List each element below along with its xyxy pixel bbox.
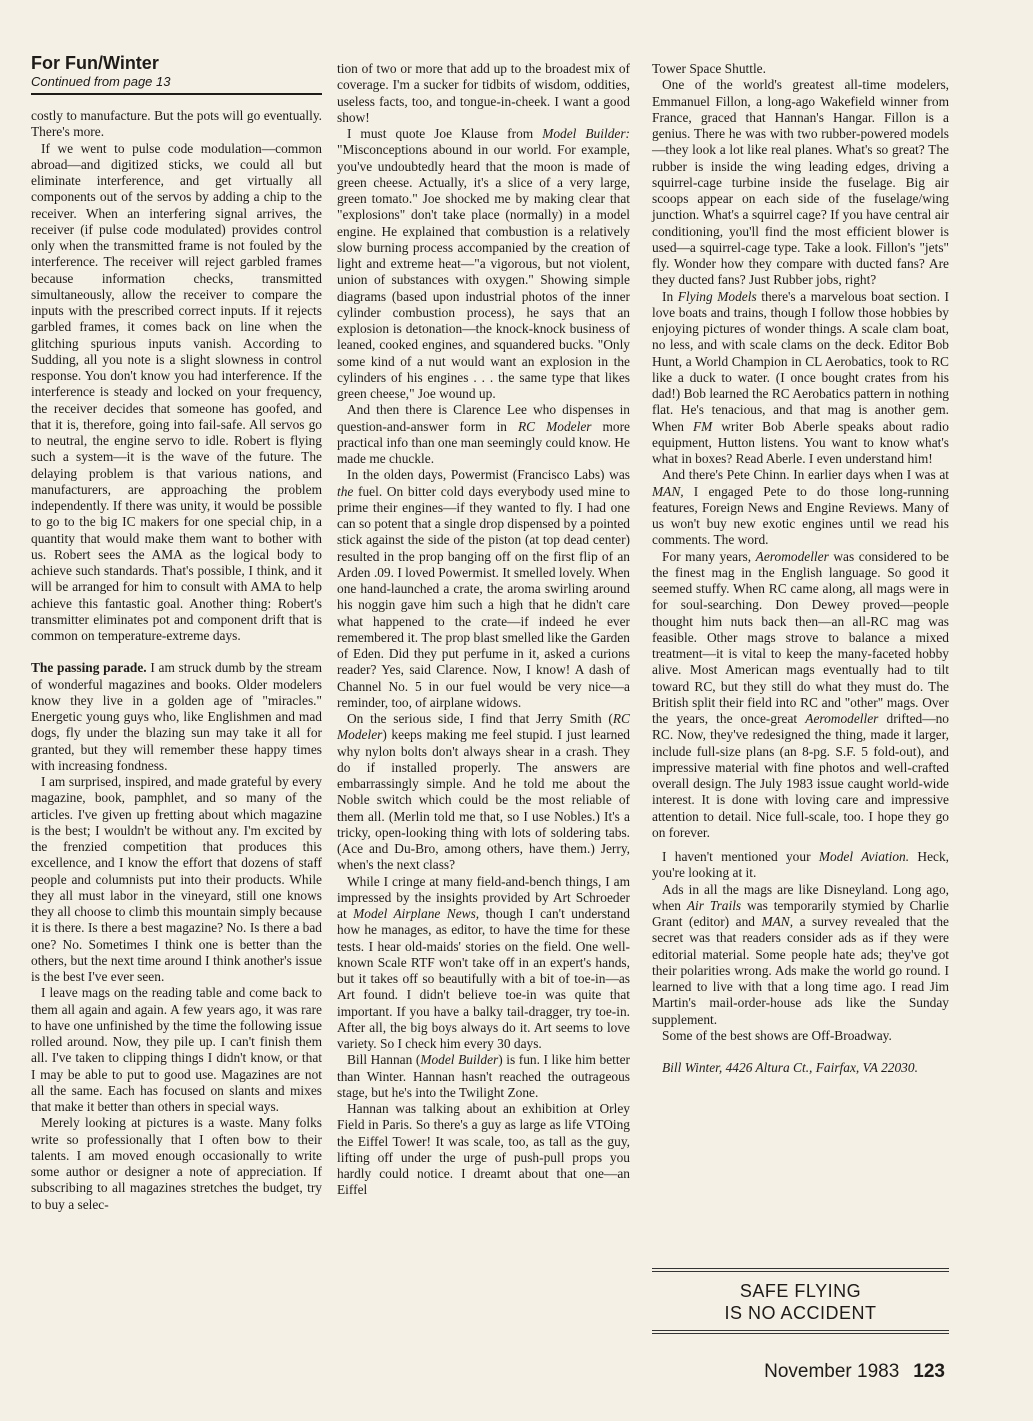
text-run: I am struck dumb by the stream of wonderful magazines and books. Older modelers know they live in a golden age of "miracles." Energetic young guys who, like Englishmen and mad dogs, fly under the blazing sun may take it all for granted, but they will remember these happy times with increasing fondness. bbox=[31, 660, 322, 773]
text-run: Hannan was talking about an exhibition at Orley Field in Paris. So there's a guy as large as life VTOing the Eiffel Tower! It was scale, too, as tall as the guy, lifting off under the urge of push-pull props you hardly could notice. I dreamt about that one—an Eiffel bbox=[337, 1101, 630, 1198]
text-column-2 bbox=[337, 61, 630, 1199]
text-run: In the olden days, Powermist (Francisco Labs) was bbox=[347, 467, 630, 483]
paragraph bbox=[337, 711, 630, 874]
slogan-line-2: IS NO ACCIDENT bbox=[724, 1303, 877, 1323]
text-run: Merely looking at pictures is a waste. Many folks write so professionally that I often bow to their talents. I am moved enough occasionally to write some author or designer a note of appreciation. If subscribing to all magazines stretches the budget, try to buy a selec- bbox=[31, 1115, 322, 1212]
text-run: costly to manufacture. But the pots will go eventually. There's more. bbox=[31, 108, 322, 140]
text-run: I must quote Joe Klause from bbox=[347, 126, 543, 141]
paragraph bbox=[337, 126, 630, 402]
text-run: And there's Pete Chinn. In earlier days when I was at bbox=[662, 467, 949, 483]
paragraph bbox=[31, 108, 322, 141]
page-number: 123 bbox=[913, 1361, 945, 1382]
text-column-1 bbox=[31, 108, 322, 1213]
text-run: One of the world's greatest all-time modelers, Emmanuel Fillon, a long-ago Wakefield winner from France, graced that Hannan's Hangar. Fillon is a genius. There he was with two rubber-powered models—they look a lot like real planes. What's so great? The rubber is inside the wing leading edges, driving a squirrel-cage turbine inside the fuselage. Big air scoops appear on each side of the fuselage/wing junction. What's a squirrel cage? If you have central air conditioning, you'll find the most efficient blower is used—a squirrel-cage type. Take a look. Fillon's "jets" fly. Wonder how they compare with ducted fans? Are they ducted fans? Just Rubber jobs, right? bbox=[652, 77, 949, 288]
text-run: ) is fun. I like him better than Winter. Hannan hasn't reached the outrageous stage, but he's into the Twilight Zone. bbox=[337, 1052, 631, 1100]
text-run: On the serious side, I find that Jerry Smith ( bbox=[347, 711, 613, 726]
italic-title: Aeromodeller bbox=[805, 711, 879, 726]
paragraph bbox=[337, 467, 630, 711]
text-run: I haven't mentioned your bbox=[662, 849, 819, 864]
text-run: fuel. On bitter cold days everybody used mine to prime their engines—if they wanted to fly. I had one can so potent that a single drop dispensed by a pointed stick against the side of the piston (at top dead center) resulted in the prop banging off on the first flip of an Arden .09. I loved Powermist. It smelled lovely. When one hand-launched a crate, the aroma swirling around his noggin gave him such a high that he didn't care what happened to the crate—if indeed he ever remembered it. The prop blast smelled like the Garden of Eden. Did they put perfume in it, asked a curions reader? Yes, said Clarence. Now, I know! A dash of Channel No. 5 in our fuel would be very nice—a reminder, too, of airplane widows. bbox=[337, 483, 630, 710]
italic-title: Aeromodeller bbox=[755, 548, 829, 564]
double-rule-bottom bbox=[652, 1330, 949, 1334]
text-run: And then there is Clarence Lee who dispenses in question-and-answer form in bbox=[337, 402, 630, 434]
paragraph bbox=[652, 549, 949, 842]
paragraph bbox=[652, 77, 949, 288]
text-run: "Misconceptions abound in our world. For example, you've undoubtedly heard that the moon is made of green cheese. Actually, it's a slice of a very large, green tomato." Joe shocked me by making clear that "explosions" don't take place (normally) in a model engine. He explained that combustion is a relatively slow burning process accompanied by the creation of light and extreme heat—"a vigorous, but not violent, union of substances with oxygen." Showing simple diagrams (based upon industrial photos of the inner cylinder combustion process), he says that an explosion is detonation—the knock-knock business of leaned, cooked engines, and squandered bucks. "Only some kind of a nut would want an explosion in the cylinders of his engines . . . the same type that likes green cheese," Joe wound up. bbox=[337, 142, 630, 401]
paragraph bbox=[652, 1060, 949, 1076]
paragraph bbox=[337, 874, 630, 1053]
paragraph bbox=[31, 985, 322, 1115]
text-run: I am surprised, inspired, and made grateful by every magazine, book, pamphlet, and so many of the articles. I've given up fretting about which magazine is the best; I wouldn't be without any. I'm excited by the frenzied competition that produces this excellence, and I know the effort that dozens of staff people and columnists put into their products. While they all must labor in the vineyard, still one knows they all choose to climb this mountain simply because it is there. Is there a best magazine? No. Is there a bad one? No. Sometimes I think one is better than the others, but the next time around I think another's issue is the best I've ever seen. bbox=[31, 774, 322, 984]
text-run: tion of two or more that add up to the broadest mix of coverage. I'm a sucker for tidbits of wisdom, oddities, useless facts, too, and tongue-in-cheek. I want a good show! bbox=[337, 61, 630, 125]
column-header bbox=[31, 52, 322, 95]
paragraph bbox=[31, 141, 322, 645]
safety-slogan-box bbox=[652, 1268, 949, 1334]
paragraph bbox=[652, 882, 949, 1028]
text-run: drifted—no RC. Now, they've redesigned the thing, made it larger, include full-size plans (an 8-pg. S.F. 5 fold-out), and impressive material with fine photos and well-crafted overall design. The July 1983 issue caught world-wide interest. It is done with loving care and impressive attention to detail. Nice full-scale, too. I hope they go on forever. bbox=[652, 711, 949, 840]
italic-title: MAN, bbox=[761, 914, 794, 929]
text-run: was considered to be the finest mag in the English language. So good it seemed stuffy. When RC came along, all mags were in for soul-searching. Don Dewey proved—people thought him nuts back then—an all-RC mag was feasible. Other mags strove to balance a mixed treatment—it is vital to keep the many-faceted hobby alive. Most American mags eventually had to tilt toward RC, but they still do what they must do. The British split their field into RC and "other" mags. Over the years, the once-great bbox=[652, 548, 949, 726]
paragraph bbox=[337, 1052, 630, 1101]
slogan-line-1: SAFE FLYING bbox=[739, 1281, 862, 1301]
italic-title: MAN, bbox=[652, 483, 684, 499]
text-run: ) keeps making me feel stupid. I just learned why nylon bolts don't always shear in a crash. They do if installed properly. The answers are embarrassingly simple. And he told me about the Noble switch which could be the most reliable of them all. (Merlin told me that, so I use Nobles.) It's a tricky, open-looking thing with lots of soldering tabs. (Ace and Du-Bro, among others, have them.) Jerry, when's the next class? bbox=[337, 727, 630, 873]
text-run: While I cringe at many field-and-bench things, I am impressed by the insights provided by Art Schroeder at bbox=[337, 873, 630, 921]
italic-title: Air Trails bbox=[686, 897, 742, 913]
paragraph bbox=[31, 774, 322, 985]
page-footer bbox=[764, 1361, 945, 1383]
italic-title: RC Modeler bbox=[337, 711, 630, 743]
text-run: Bill Hannan ( bbox=[347, 1052, 421, 1068]
italic-title: Model Aviation. bbox=[818, 849, 910, 864]
text-run: Some of the best shows are Off-Broadway. bbox=[662, 1027, 892, 1043]
paragraph bbox=[652, 1028, 949, 1044]
continued-from-note: Continued from page 13 bbox=[31, 74, 171, 89]
paragraph bbox=[337, 1101, 630, 1199]
text-run: more practical info than one man seemingly could know. He made me chuckle. bbox=[337, 418, 630, 466]
text-run: Heck, you're looking at it. bbox=[652, 849, 949, 881]
italic-title: the bbox=[337, 483, 354, 499]
paragraph bbox=[652, 467, 949, 548]
italic-title: FM bbox=[692, 418, 713, 434]
text-run: If we went to pulse code modulation—common abroad—and digitized sticks, we could all but eliminate interference, and get virtually all components out of the servos by adding a chip to the receiver. When an interfering signal arrives, the receiver (if pulse code modulated) provides control only when the transmitted frame is not fouled by the interference. The receiver will reject garbled frames because information checks, transmitted simultaneously, allow the receiver to compare the inputs with the prescribed correct inputs. If it rejects garbled frames, it comes back on line when the glitching spurious inputs vanish. According to Sudding, all you note is a slight slowness in control response. You don't know you had interference. If the interference is steady and locked on your frequency, the receiver decides that someone has goofed, and that it is, therefore, going into fail-safe. All servos go to neutral, the engine servo to idle. Robert is flying such a system—it is the wave of the future. The delaying problem is that various nations, and manufacturers, are approaching the problem independently. If there was unity, it would be possible to go to the big IC makers for one special chip, in a quantity that would make them want to bother with us. Robert sees the AMA as the logical body to achieve such standards. That's possible, I think, and it will be arranged for him to consult with AMA to help achieve this fantastic goal. Another thing: Robert's transmitter eliminates pot and component drift that is common on temperature-extreme days. bbox=[31, 140, 322, 643]
paragraph bbox=[31, 660, 322, 774]
text-run: there's a marvelous boat section. I love boats and trains, though I follow those hobbies by enjoying pictures of wonder things. A scale clam boat, no less, and with scale clams on the deck. Editor Bob Hunt, a World Champion in CL Aerobatics, took to RC like a duck to water. (I once bought crates from his dad!) Bob learned the RC Aerobatics pattern in nothing flat. He's tenacious, and that mag is another gem. When bbox=[652, 288, 949, 434]
paragraph bbox=[652, 61, 949, 77]
text-run: a survey revealed that the secret was that readers consider ads as if they were editorial material. Some people hate ads; they've got their polarities wrong. Ads make the world go round. I learned to live with that a long time ago. I read Jim Martin's mail-order-house ads like the Sunday supplement. bbox=[652, 914, 949, 1027]
run-in-heading: The passing parade. bbox=[31, 660, 147, 676]
text-run: I leave mags on the reading table and come back to them all again and again. A few years ago, it was rare to have one unfinished by the time the following issue rolled around. Now, they pile up. I can't finish them all. I've taken to clipping things I didn't know, or that I may be able to put to good use. Magazines are not all the same. Each has focused on slants and mixes that make it better than others in special ways. bbox=[31, 985, 322, 1114]
text-run: writer Bob Aberle speaks about radio equipment, Hutton listens. You want to know what's what in boxes? Read Aberle. I even understand him! bbox=[652, 418, 949, 466]
text-run: In bbox=[662, 288, 678, 304]
italic-title: Model Builder bbox=[420, 1052, 499, 1068]
text-run: Bill Winter, 4426 Altura Ct., Fairfax, VA 22030. bbox=[662, 1060, 918, 1075]
issue-date: November 1983 bbox=[764, 1361, 900, 1382]
text-run: was temporarily stymied by Charlie Grant (editor) and bbox=[652, 897, 949, 929]
italic-title: Model Builder: bbox=[542, 126, 630, 141]
text-column-3 bbox=[652, 61, 949, 1076]
paragraph bbox=[652, 289, 949, 468]
italic-title: Model Airplane News, bbox=[353, 906, 480, 921]
paragraph bbox=[337, 61, 630, 126]
paragraph bbox=[652, 849, 949, 882]
italic-title: Flying Models bbox=[677, 288, 757, 304]
italic-title: RC Modeler bbox=[518, 418, 592, 434]
text-run: Ads in all the mags are like Disneyland. Long ago, when bbox=[652, 881, 949, 913]
column-title: For Fun/Winter bbox=[31, 53, 159, 73]
header-rule bbox=[31, 93, 322, 95]
text-run: I engaged Pete to do those long-running features, Foreign News and Engine Reviews. Many of us won't buy new exotic engines until we read his comments. The word. bbox=[652, 483, 949, 548]
text-run: For many years, bbox=[662, 548, 756, 564]
text-run: Tower Space Shuttle. bbox=[652, 61, 766, 76]
paragraph bbox=[337, 402, 630, 467]
paragraph bbox=[31, 1115, 322, 1213]
text-run: though I can't understand how he manages, as editor, to have the time for these tests. I hear old-maids' stories on the field. One well-known Scale RTF won't take off in an expert's hands, but it takes off so beautifully with a bit of toe-in—as Art found. I didn't believe toe-in was quite that important. If you have a balky tail-dragger, try toe-in. After all, the big boys always do it. Art seems to love variety. So I check him every 30 days. bbox=[337, 906, 630, 1051]
